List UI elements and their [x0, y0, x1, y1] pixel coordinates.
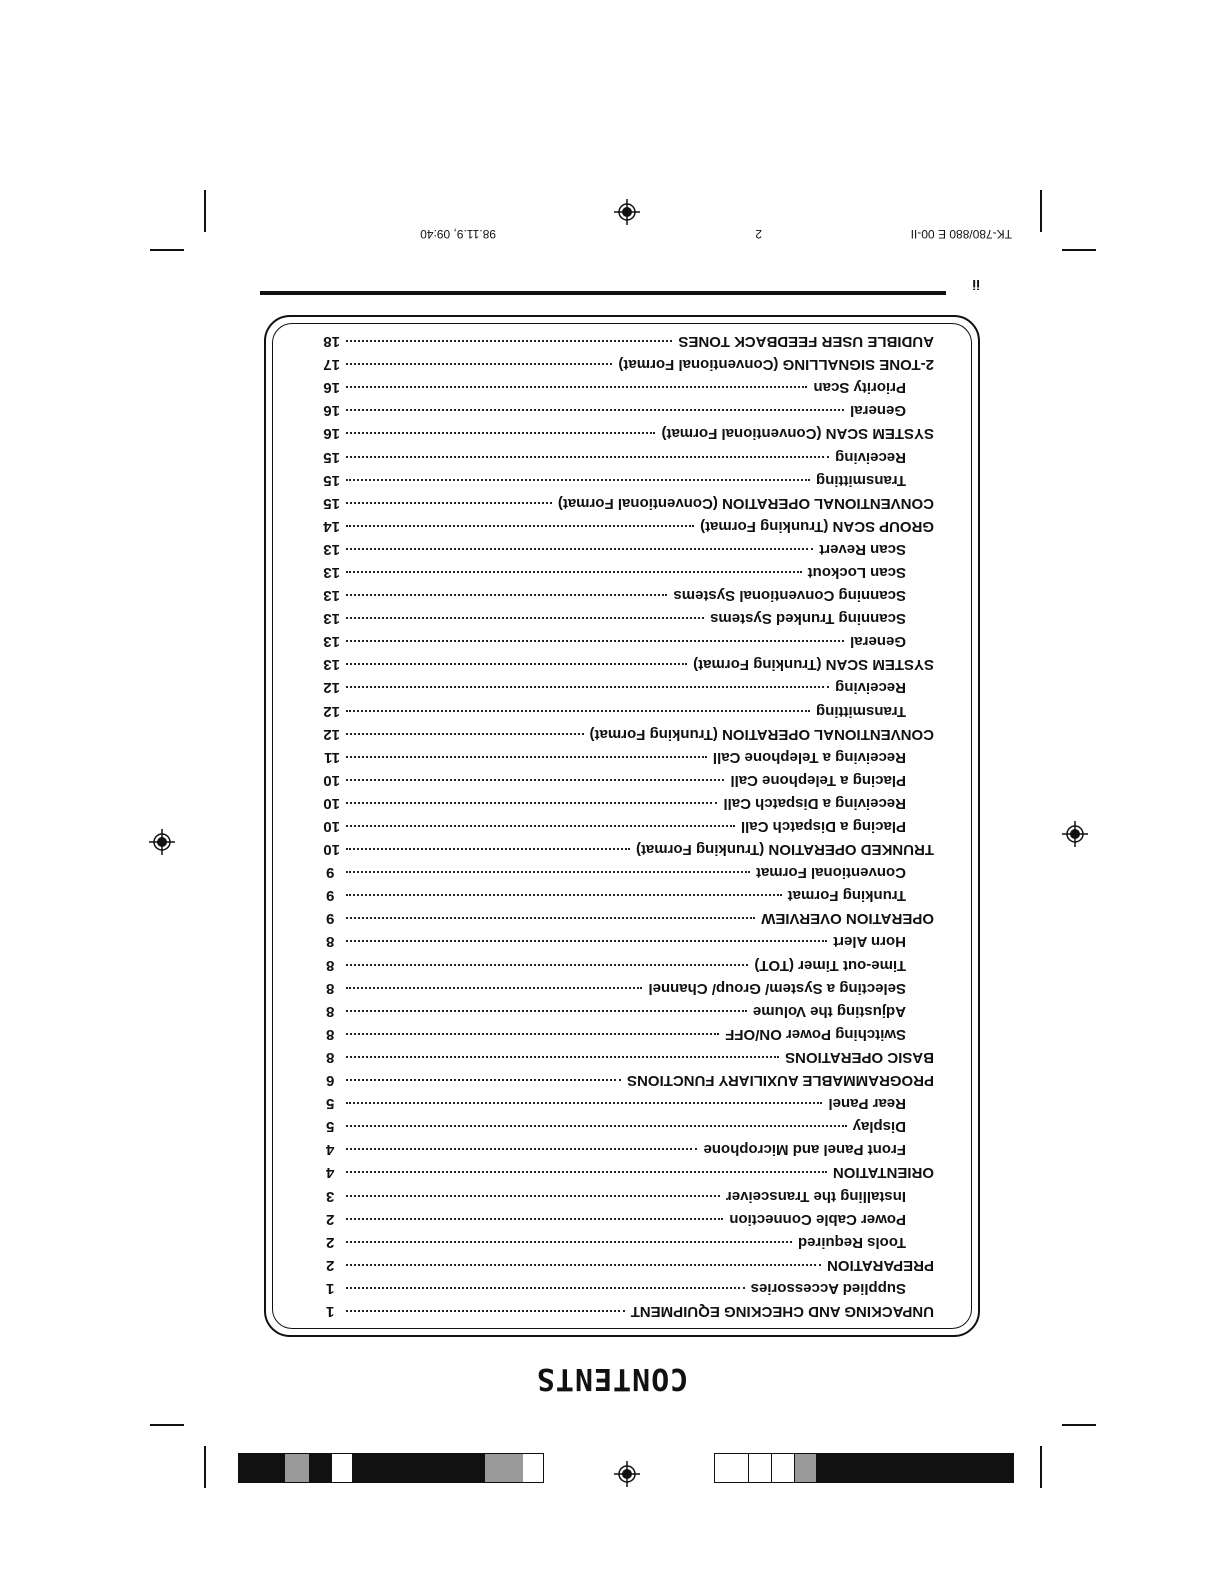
toc-entry-title: Transmitting — [815, 702, 906, 720]
page-marker: ii — [972, 277, 980, 293]
toc-entry-title: CONVENTIONAL OPERATION (Conventional Format) — [557, 494, 934, 512]
toc-entry-page: 12 — [323, 702, 340, 720]
toc-leader-dots — [346, 1079, 621, 1081]
print-header-file: TK-780/880 E 00-II — [910, 227, 1012, 241]
toc-entry-title: Power Cable Connection — [729, 1210, 906, 1228]
toc-leader-dots — [346, 1218, 723, 1220]
toc-entry-page: 8 — [326, 1002, 335, 1020]
registration-target-icon — [614, 1461, 640, 1487]
toc-entry-page: 6 — [326, 1072, 335, 1090]
toc-entry-page: 1 — [326, 1303, 335, 1320]
toc-entry — [326, 927, 934, 950]
toc-leader-dots — [346, 432, 655, 434]
toc-entry-page: 10 — [323, 771, 340, 789]
toc-entry-title: 2-TONE SIGNALLING (Conventional Format) — [618, 356, 934, 374]
toc-entry-title: Horn Alert — [833, 933, 906, 951]
crop-mark — [1040, 190, 1042, 232]
toc-entry — [326, 1089, 934, 1112]
toc-entry-title: General — [850, 402, 906, 420]
toc-leader-dots — [346, 686, 829, 688]
toc-entry — [326, 974, 934, 997]
toc-leader-dots — [346, 663, 687, 665]
toc-leader-dots — [346, 479, 810, 481]
toc-entry-title: Scanning Conventional Systems — [673, 587, 906, 605]
toc-entry-title: Installing the Transceiver — [725, 1187, 906, 1205]
crop-mark — [204, 190, 206, 232]
toc-entry — [326, 1297, 934, 1320]
toc-entry — [326, 743, 934, 766]
toc-entry-page: 8 — [326, 933, 335, 951]
toc-entry-title: Adjusting the Volume — [752, 1002, 906, 1020]
crop-mark — [1062, 1424, 1096, 1426]
registration-target-icon — [149, 829, 175, 855]
toc-leader-dots — [346, 1310, 625, 1312]
toc-entry — [326, 1251, 934, 1274]
toc-leader-dots — [346, 1148, 697, 1150]
toc-entry — [323, 373, 934, 397]
toc-leader-dots — [346, 386, 807, 388]
toc-entry-title: Rear Panel — [828, 1095, 906, 1113]
toc-entry-title: Receiving — [835, 679, 906, 697]
toc-entry-page: 10 — [323, 818, 340, 836]
toc-entry-page: 1 — [326, 1279, 335, 1297]
toc-leader-dots — [346, 1033, 719, 1035]
toc-entry-page: 3 — [326, 1187, 335, 1205]
toc-leader-dots — [346, 640, 844, 642]
crop-mark — [204, 1446, 206, 1488]
toc-leader-dots — [346, 1102, 822, 1104]
toc-leader-dots — [346, 525, 694, 527]
toc-entry — [323, 650, 934, 674]
toc-entry — [326, 1043, 934, 1066]
toc-entry-title: General — [850, 633, 906, 651]
toc-entry-page: 15 — [323, 471, 340, 489]
toc-entry-title: GROUP SCAN (Trunking Format) — [700, 517, 934, 535]
toc-entry-page: 13 — [323, 587, 340, 605]
toc-leader-dots — [346, 848, 630, 850]
toc-entry-title: UNPACKING AND CHECKING EQUIPMENT — [630, 1303, 934, 1320]
toc-entry — [323, 442, 934, 466]
toc-entry-page: 5 — [326, 1118, 335, 1136]
toc-entry-page: 12 — [323, 679, 340, 697]
toc-entry-title: Transmitting — [815, 471, 906, 489]
toc-entry — [323, 766, 934, 789]
toc-entry-title: Scan Revert — [819, 540, 906, 558]
toc-entry-title: Conventional Format — [755, 864, 906, 882]
toc-entry-page: 2 — [326, 1233, 335, 1251]
toc-entry — [323, 558, 934, 581]
toc-list — [323, 327, 934, 1320]
toc-entry — [323, 350, 934, 374]
toc-entry — [326, 1066, 934, 1089]
toc-entry — [326, 881, 934, 904]
registration-target-icon — [614, 199, 640, 225]
toc-leader-dots — [346, 917, 755, 919]
toc-entry-page: 10 — [323, 841, 340, 859]
toc-leader-dots — [346, 825, 735, 827]
toc-leader-dots — [346, 571, 802, 573]
toc-entry-title: ORIENTATION — [832, 1164, 934, 1182]
density-bar-right — [238, 1453, 544, 1483]
toc-leader-dots — [346, 941, 827, 943]
toc-entry — [326, 951, 934, 974]
toc-leader-dots — [346, 548, 813, 550]
toc-entry-title: Placing a Telephone Call — [730, 771, 906, 789]
toc-entry-page: 10 — [323, 794, 340, 812]
toc-entry — [326, 858, 934, 881]
toc-leader-dots — [346, 1241, 792, 1243]
toc-entry-title: Scan Lockout — [807, 564, 906, 581]
toc-entry-title: SYSTEM SCAN (Trunking Format) — [693, 656, 934, 674]
toc-leader-dots — [346, 1056, 779, 1058]
toc-entry-page: 12 — [323, 725, 340, 743]
toc-entry-title: Scanning Trunked Systems — [710, 610, 906, 628]
toc-leader-dots — [346, 802, 717, 804]
toc-entry-page: 2 — [326, 1256, 335, 1274]
toc-leader-dots — [346, 756, 707, 758]
toc-entry-title: Priority Scan — [813, 379, 906, 397]
toc-entry-page: 8 — [326, 1048, 335, 1066]
toc-entry-title: BASIC OPERATIONS — [785, 1048, 934, 1066]
toc-entry — [323, 535, 934, 558]
toc-entry-title: Front Panel and Microphone — [703, 1141, 906, 1159]
toc-entry-page: 18 — [323, 333, 340, 351]
toc-entry-title: Supplied Accessories — [750, 1279, 906, 1297]
toc-entry — [323, 604, 934, 628]
toc-entry-title: Receiving a Dispatch Call — [723, 794, 906, 812]
toc-entry — [323, 720, 934, 743]
toc-entry — [326, 1135, 934, 1158]
toc-entry-page: 11 — [324, 748, 340, 766]
toc-leader-dots — [346, 409, 844, 411]
toc-entry-page: 9 — [326, 864, 335, 882]
crop-mark — [1062, 249, 1096, 251]
toc-entry-page: 13 — [323, 610, 340, 628]
toc-entry-page: 9 — [326, 887, 335, 905]
toc-entry-page: 13 — [323, 564, 340, 581]
toc-leader-dots — [346, 964, 748, 966]
toc-leader-dots — [346, 363, 612, 365]
toc-entry — [323, 789, 934, 812]
toc-entry — [323, 466, 934, 489]
toc-entry-page: 2 — [326, 1210, 335, 1228]
toc-leader-dots — [346, 710, 810, 712]
toc-entry-page: 9 — [326, 910, 335, 928]
density-bar-left — [714, 1453, 1014, 1483]
toc-entry-page: 13 — [323, 633, 340, 651]
toc-entry-title: Time-out Timer (TOT) — [754, 956, 906, 974]
toc-entry — [326, 997, 934, 1020]
print-header-page: 2 — [755, 227, 762, 241]
toc-entry-page: 16 — [323, 425, 340, 443]
toc-leader-dots — [346, 733, 584, 735]
toc-leader-dots — [346, 1125, 847, 1127]
toc-entry-title: CONVENTIONAL OPERATION (Trunking Format) — [589, 725, 934, 743]
toc-entry-page: 13 — [323, 540, 340, 558]
toc-entry-title: Trunking Format — [787, 887, 906, 905]
toc-leader-dots — [346, 1287, 745, 1289]
toc-entry-title: SYSTEM SCAN (Conventional Format) — [661, 425, 934, 443]
toc-entry — [323, 835, 934, 859]
registration-target-icon — [1062, 821, 1088, 847]
toc-entry-title: Receiving — [835, 448, 906, 466]
toc-leader-dots — [346, 1195, 720, 1197]
toc-entry — [323, 396, 934, 420]
toc-leader-dots — [346, 340, 672, 342]
crop-mark — [150, 1424, 184, 1426]
toc-entry-page: 13 — [323, 656, 340, 674]
crop-mark — [150, 249, 184, 251]
toc-entry — [323, 627, 934, 651]
toc-leader-dots — [346, 871, 750, 873]
toc-entry-page: 14 — [323, 517, 340, 535]
print-header-date: 98.11.9, 09:40 — [420, 227, 496, 241]
toc-entry-page: 5 — [326, 1095, 335, 1113]
toc-entry-page: 15 — [323, 494, 340, 512]
toc-entry — [326, 1274, 934, 1297]
toc-entry — [326, 1205, 934, 1228]
toc-entry — [323, 812, 934, 836]
toc-entry-title: Tools Required — [797, 1233, 906, 1251]
toc-leader-dots — [346, 456, 829, 458]
toc-entry — [326, 1228, 934, 1251]
toc-entry-title: Switching Power ON/OFF — [725, 1025, 906, 1043]
toc-leader-dots — [346, 894, 782, 896]
toc-leader-dots — [346, 779, 724, 781]
toc-entry-title: PREPARATION — [827, 1256, 934, 1274]
toc-entry — [323, 581, 934, 605]
toc-entry-page: 16 — [323, 379, 340, 397]
toc-leader-dots — [346, 1171, 827, 1173]
toc-entry-title: OPERATION OVERVIEW — [761, 910, 934, 928]
toc-leader-dots — [346, 502, 552, 504]
toc-entry-page: 8 — [326, 979, 335, 997]
toc-entry-page: 4 — [326, 1164, 335, 1182]
toc-entry-page: 8 — [326, 1025, 335, 1043]
toc-entry-title: AUDIBLE USER FEEDBACK TONES — [678, 333, 934, 351]
toc-entry-page: 8 — [326, 956, 335, 974]
toc-entry — [326, 1181, 934, 1204]
toc-entry — [326, 1158, 934, 1181]
toc-leader-dots — [346, 987, 642, 989]
toc-entry-title: Receiving a Telephone Call — [712, 748, 906, 766]
toc-entry — [326, 1020, 934, 1043]
page-title: CONTENTS — [535, 1361, 689, 1396]
header-rule — [260, 291, 946, 295]
toc-entry — [323, 512, 934, 535]
toc-entry — [326, 904, 934, 927]
toc-entry-page: 4 — [326, 1141, 335, 1159]
toc-entry-page: 16 — [323, 402, 340, 420]
toc-entry-title: Placing a Dispatch Call — [740, 818, 906, 836]
toc-entry-title: Display — [852, 1118, 906, 1136]
toc-entry — [323, 696, 934, 720]
toc-entry-page: 15 — [323, 448, 340, 466]
toc-leader-dots — [346, 594, 667, 596]
toc-entry-page: 17 — [323, 356, 340, 374]
toc-entry-title: Selecting a System/ Group/ Channel — [648, 979, 906, 997]
toc-leader-dots — [346, 1010, 747, 1012]
toc-leader-dots — [346, 1264, 821, 1266]
toc-entry-title: PROGRAMMABLE AUXILIARY FUNCTIONS — [627, 1072, 934, 1090]
toc-leader-dots — [346, 617, 704, 619]
toc-entry — [323, 327, 934, 351]
toc-entry — [323, 419, 934, 443]
toc-entry — [326, 1112, 934, 1135]
toc-entry — [323, 673, 934, 697]
crop-mark — [1040, 1446, 1042, 1488]
toc-entry-title: TRUNKED OPERATION (Trunking Format) — [635, 841, 934, 859]
toc-entry — [323, 489, 934, 512]
